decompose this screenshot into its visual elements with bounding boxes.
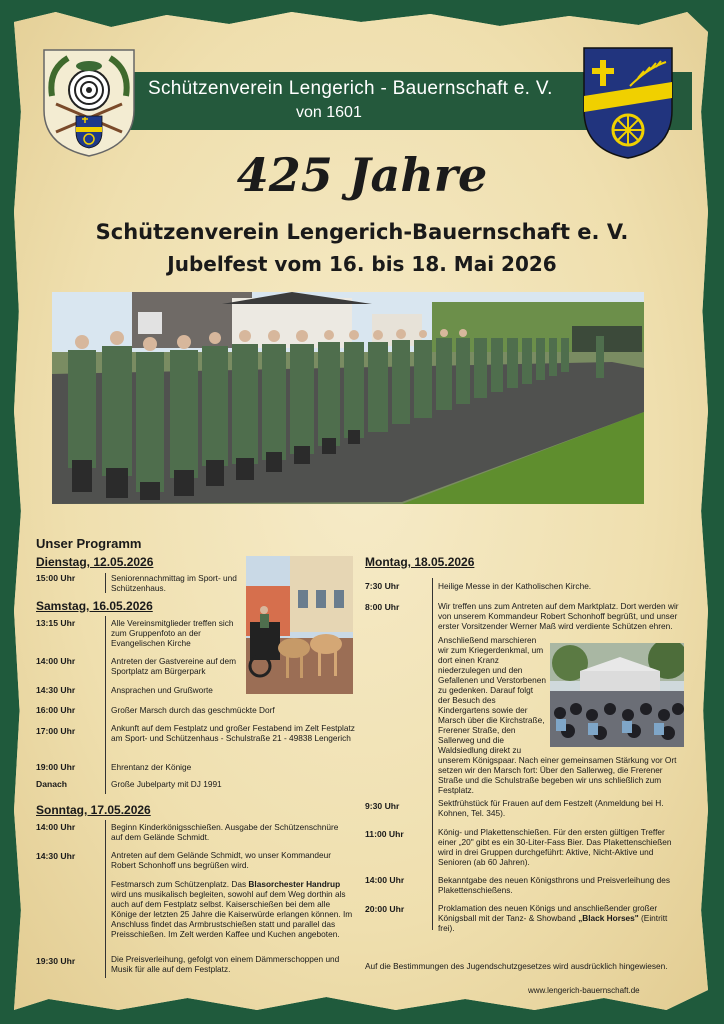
club-full-name: Schützenverein Lengerich-Bauernschaft e. V.: [95, 220, 629, 244]
time-label: 20:00 Uhr: [365, 904, 405, 914]
time-label: 14:00 Uhr: [365, 875, 405, 885]
time-label: 19:30 Uhr: [36, 956, 76, 966]
event-description: [111, 879, 353, 939]
event-description: Sektfrühstück für Frauen auf dem Festzelt (Anmeldung bei H. Kohnen, Tel. 345).: [438, 798, 664, 818]
samstag-divider: [105, 616, 106, 794]
day-heading-sonntag: Sonntag, 17.05.2026: [36, 803, 151, 817]
youth-protection-notice: Auf die Bestimmungen des Jugendschutzgesetzes wird ausdrücklich hingewiesen.: [365, 961, 668, 971]
event-description: Ehrentanz der Könige: [111, 762, 192, 772]
time-label: 15:00 Uhr: [36, 573, 76, 583]
time-label: 14:00 Uhr: [36, 822, 76, 832]
event-description: Beginn Kinderkönigsschießen. Ausgabe der Schützenschnüre auf dem Gelände Schmidt.: [111, 822, 339, 842]
website-link[interactable]: www.lengerich-bauernschaft.de: [528, 986, 640, 995]
event-description: Alle Vereinsmitglieder treffen sich zum Gruppenfoto an der Evangelischen Kirche: [111, 618, 234, 648]
event-description: [438, 903, 684, 933]
festmarsch-text-cont: wird uns musikalisch begleiten, sowohl auf dem Weg dorthin als auch auf dem Festplatz selbst. Kaiserschießen bei dem alle Könige der letzten 25 Jahre die Kaiserwürde erlangen können. Im Anschluss findet das Armbrustschießen statt und parallel das Preisschießen. Im Zelt werden Kaffee und Kuchen angeboten.: [111, 889, 353, 939]
event-description: Bekanntgabe des neuen Königsthrons und Preisverleihung des Plakettenschießens.: [438, 875, 671, 895]
sonntag-divider: [105, 820, 106, 978]
festmarsch-text: Festmarsch zum Schützenplatz. Das: [111, 879, 249, 889]
time-label: 8:00 Uhr: [365, 602, 400, 612]
event-description: Ansprachen und Grußworte: [111, 685, 213, 695]
time-label: 14:30 Uhr: [36, 685, 76, 695]
proklamation-text: Proklamation des neuen Königs und anschließender großer Königsball mit der Tanz- & Showband: [438, 903, 658, 923]
event-description: Großer Marsch durch das geschmückte Dorf: [111, 705, 275, 715]
time-label: 14:30 Uhr: [36, 851, 76, 861]
event-description: Heilige Messe in der Katholischen Kirche.: [438, 581, 592, 591]
event-description: Ankunft auf dem Festplatz und großer Festabend im Zelt Festplatz am Sport- und Schützenhaus - Schulstraße 21 - 49838 Lengerich: [111, 723, 355, 743]
event-dates: Jubelfest vom 16. bis 18. Mai 2026: [167, 252, 557, 276]
event-description-cont: [438, 635, 684, 795]
montag-divider: [432, 578, 433, 930]
event-description: Seniorennachmittag im Sport- und Schützenhaus.: [105, 573, 246, 593]
time-label: 11:00 Uhr: [365, 829, 404, 839]
festzelt-photo: [550, 643, 684, 747]
anniversary-title: 425 Jahre: [236, 148, 488, 202]
band-name: „Black Horses": [578, 913, 639, 923]
day-heading-samstag: Samstag, 16.05.2026: [36, 599, 153, 613]
time-label: Danach: [36, 779, 68, 789]
time-label: 19:00 Uhr: [36, 762, 76, 772]
time-label: 17:00 Uhr: [36, 726, 76, 736]
band-name: Blasorchester Handrup: [248, 879, 341, 889]
montag-march-text: Anschließend marschieren wir zum Kriegerdenkmal, um dort einen Kranz niederzulegen und den Gefallenen und Verstorbenen zu gedenken. Darauf folgt der Besuch des Kindergartens sowie der Marsch über die Kirchstraße, Frerener Straße, den Sallerweg und die Waldsiedlung direkt zu unserem Königspaar. Nach einer gemeinsamen Stärkung vor Ort setzen wir den Marsch fort: Über den Sallerweg, die Frerener Straße und die Schulstraße begeben wir uns schließlich zum Festplatz.: [438, 635, 677, 795]
event-description: Die Preisverleihung, gefolgt von einem Dämmerschoppen und Musik für alle auf dem Festplatz.: [111, 954, 340, 974]
event-description: König- und Plakettenschießen. Für den ersten gültigen Treffer einer „20" gibt es ein 30-Liter-Fass Bier. Das Plakettenschießen wird in drei Gruppen durchgeführt: Aktive, Nicht-Aktive und Senioren (ab 60 Jahren).: [438, 827, 672, 867]
event-description: Wir treffen uns zum Antreten auf dem Marktplatz. Dort werden wir von unserem Kommandeur Robert Schonhoff begrüßt, und unser erster Vorsitzender Werner Maß wird verdiente Schützen ehren.: [438, 601, 679, 631]
time-label: 13:15 Uhr: [36, 618, 76, 628]
municipality-crest-logo: [582, 46, 674, 160]
time-label: 16:00 Uhr: [36, 705, 76, 715]
club-crest-logo: [42, 48, 136, 158]
time-label: 9:30 Uhr: [365, 801, 400, 811]
club-founding-year: von 1601: [296, 104, 362, 121]
carriage-photo: [246, 556, 353, 694]
group-photo: [52, 292, 644, 504]
time-label: 14:00 Uhr: [36, 656, 76, 666]
event-description: Antreten der Gastvereine auf dem Sportplatz am Bürgerpark: [111, 656, 236, 676]
program-heading: Unser Programm: [36, 536, 142, 551]
time-label: 7:30 Uhr: [365, 581, 400, 591]
proklamation-text-cont: (Eintritt frei).: [438, 913, 668, 933]
event-description: Große Jubelparty mit DJ 1991: [111, 779, 222, 789]
club-name: Schützenverein Lengerich - Bauernschaft e. V.: [148, 78, 553, 99]
event-description: Antreten auf dem Gelände Schmidt, wo unser Kommandeur Robert Schonhoff uns begrüßen wird.: [111, 850, 331, 870]
day-heading-dienstag: Dienstag, 12.05.2026: [36, 555, 154, 569]
day-heading-montag: Montag, 18.05.2026: [365, 555, 475, 569]
